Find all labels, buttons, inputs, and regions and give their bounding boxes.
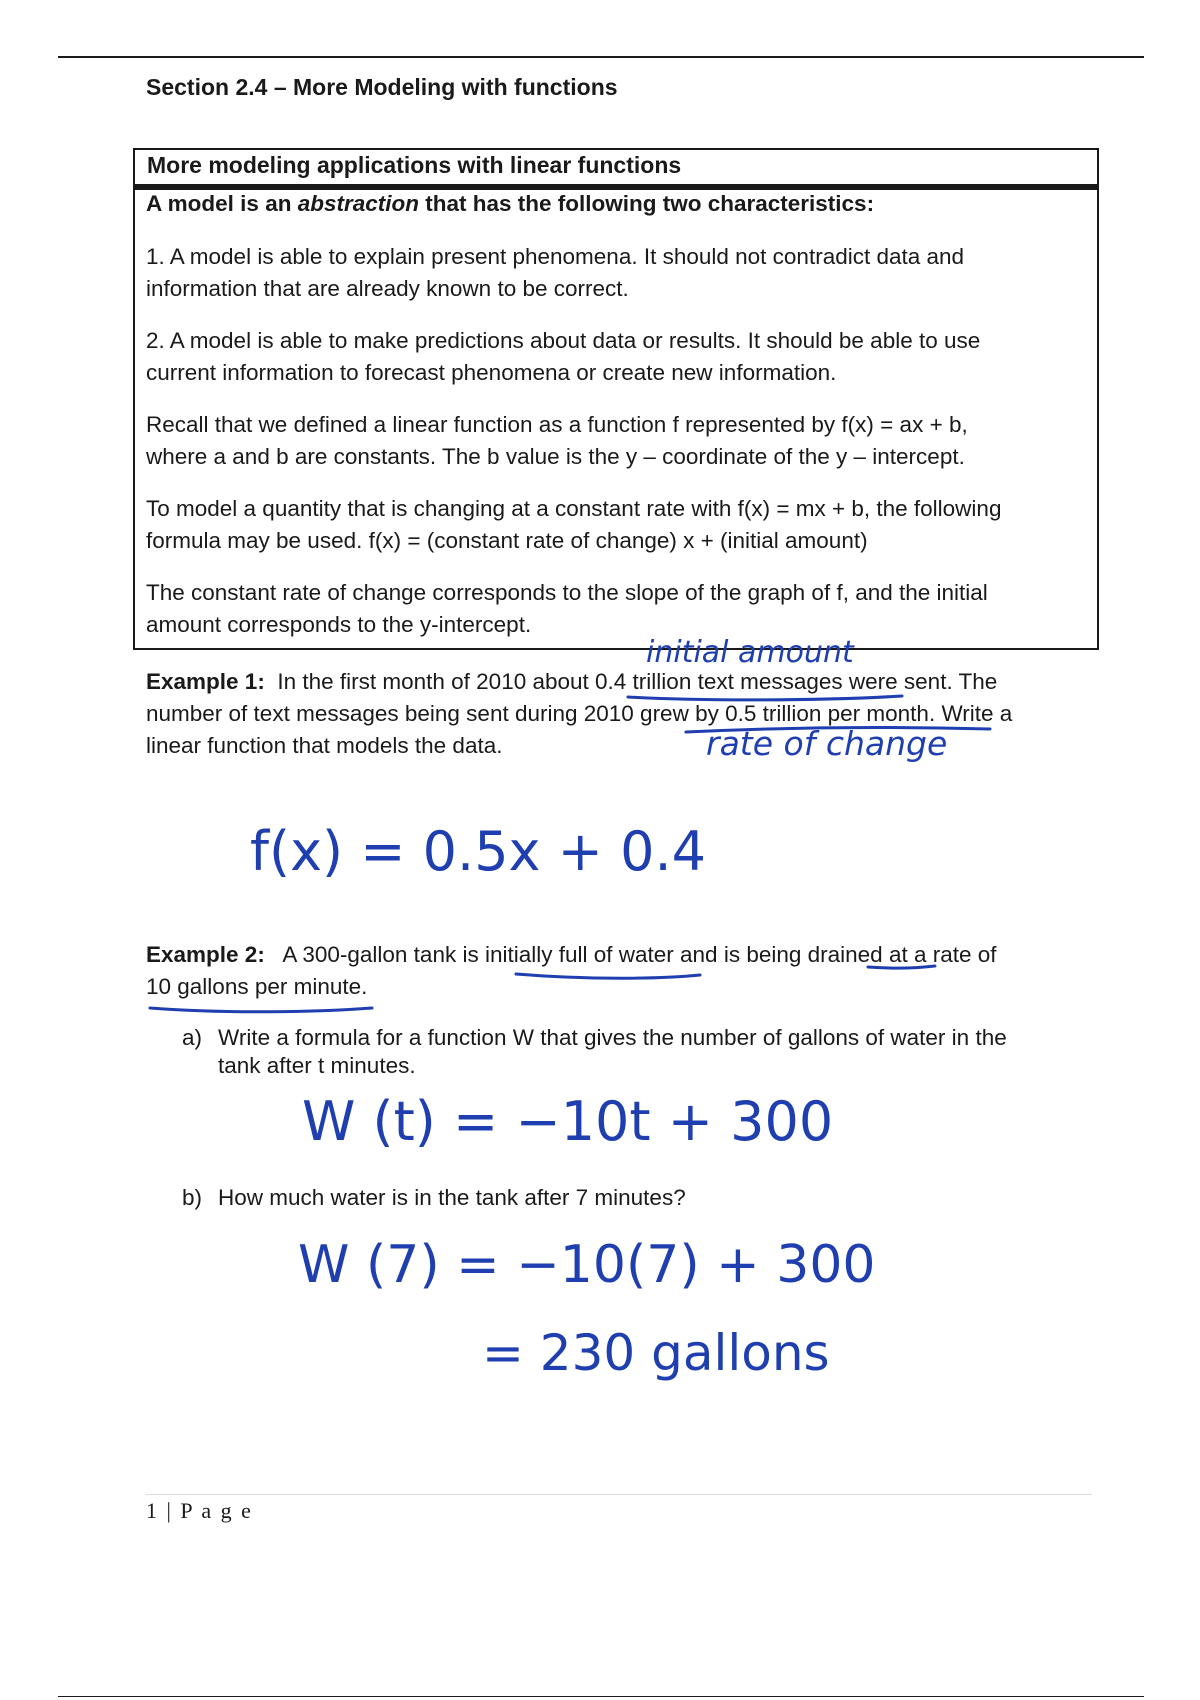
- point-1: 1. A model is able to explain present phenomena. It should not contradict data and information that are already known to be correct.: [146, 244, 965, 301]
- model-paragraph: To model a quantity that is changing at a constant rate with f(x) = mx + b, the following formula may be used. f(x) = (constant rate of change) x + (initial amount): [146, 496, 1002, 553]
- handwritten-answer-2a: W (t) = −10t + 300: [302, 1090, 834, 1153]
- point-2: 2. A model is able to make predictions about data or results. It should be able to use current information to forecast phenomena or create new information.: [146, 328, 981, 385]
- example-2: Example 2: A 300-gallon tank is initially full of water and is being drained at a rate of 10 gallons per minute.: [146, 942, 997, 999]
- box-intro: A model is an abstraction that has the following two characteristics:: [146, 191, 875, 216]
- handwritten-initial-amount: initial amount: [646, 635, 854, 670]
- handwritten-answer-2b-line2: = 230 gallons: [482, 1324, 830, 1382]
- slope-paragraph: The constant rate of change corresponds to the slope of the graph of f, and the initial amount corresponds to the y-intercept.: [146, 580, 988, 637]
- page-footer: 1 | P a g e: [146, 1498, 253, 1523]
- top-rule: [58, 56, 1144, 58]
- handwritten-answer-1: f(x) = 0.5x + 0.4: [250, 820, 706, 883]
- footer-rule: [146, 1494, 1092, 1495]
- part-b-marker: b): [182, 1185, 203, 1210]
- part-a-question: Write a formula for a function W that gives the number of gallons of water in the tank after t minutes.: [218, 1025, 1007, 1078]
- part-a-marker: a): [182, 1025, 203, 1050]
- recall-paragraph: Recall that we defined a linear function as a function f represented by f(x) = ax + b, where a and b are constants. The b value is the y – coordinate of the y – intercept.: [146, 412, 968, 469]
- section-title: Section 2.4 – More Modeling with functions: [146, 74, 618, 100]
- example-1-label: Example 1:: [146, 669, 265, 694]
- underline-rate-10: [150, 1008, 372, 1012]
- handwritten-rate-of-change: rate of change: [706, 724, 948, 763]
- part-b-question: How much water is in the tank after 7 minutes?: [218, 1185, 686, 1210]
- bottom-rule: [58, 1696, 1144, 1697]
- handwritten-answer-2b-line1: W (7) = −10(7) + 300: [298, 1235, 876, 1295]
- example-1: Example 1: In the first month of 2010 about 0.4 trillion text messages were sent. The number of text messages being sent during 2010 grew by 0.5 trillion per month. Write a linear function that models the data.: [146, 669, 1013, 758]
- box-header: More modeling applications with linear functions: [133, 148, 1099, 186]
- example-2-label: Example 2:: [146, 942, 265, 967]
